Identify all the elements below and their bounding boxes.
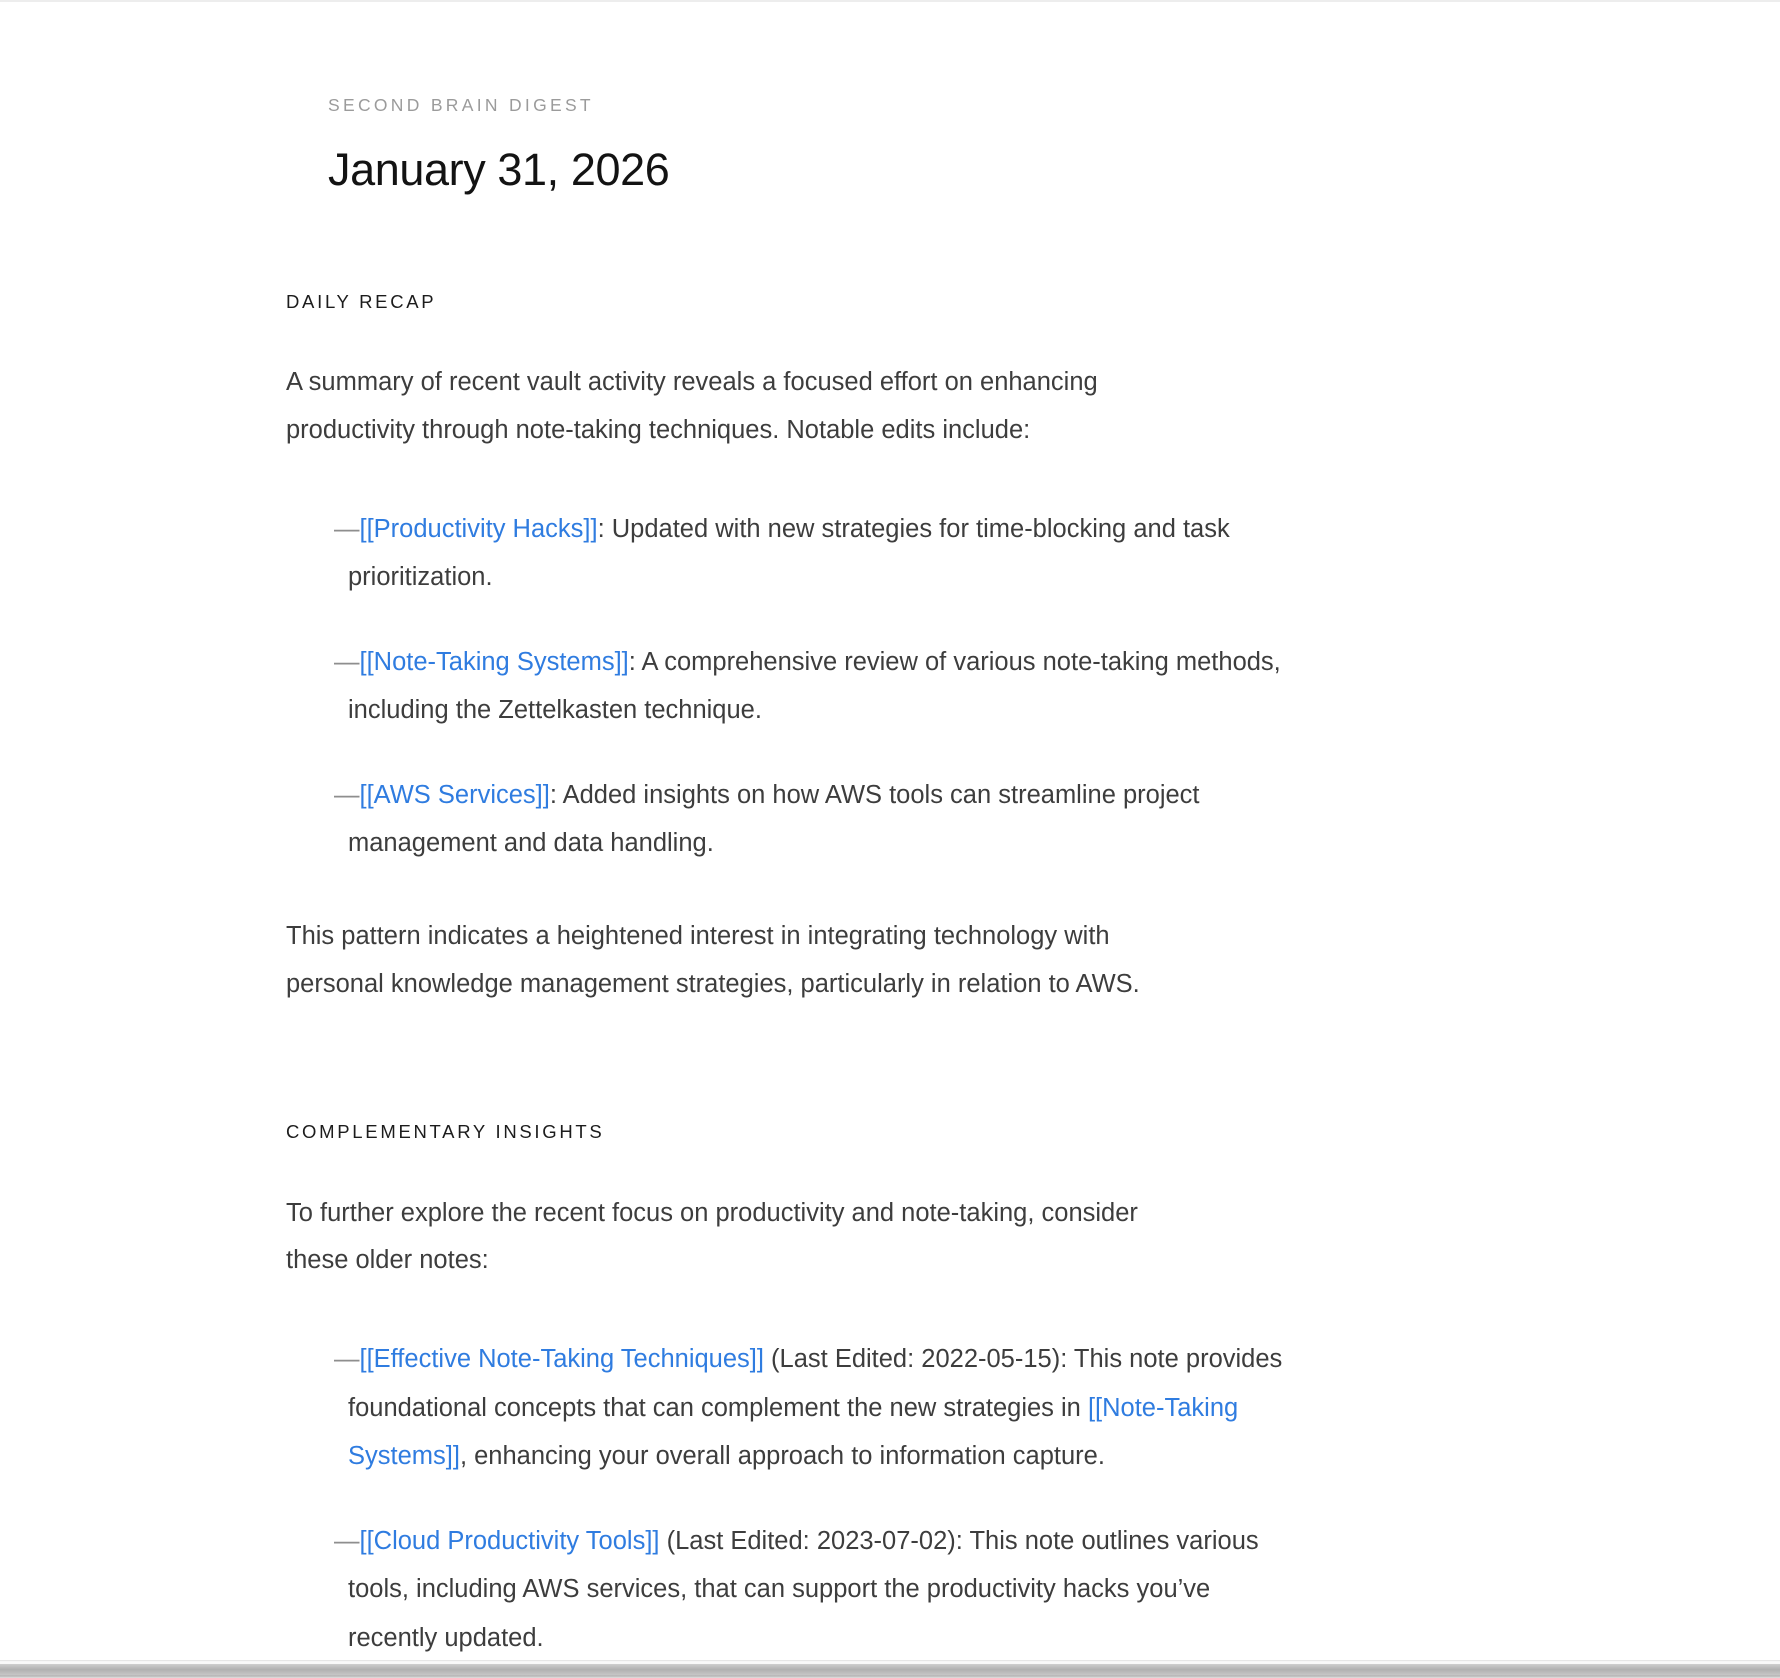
list-item-text: : A comprehensive review of various note-taking methods, including the Zettelkasten technique. [348,647,1281,725]
wikilink-effective-note-taking-techniques[interactable]: [[Effective Note-Taking Techniques]] [359,1345,764,1374]
list-item [286,638,1286,735]
horizontal-scrollbar[interactable] [0,1660,1780,1678]
eyebrow-label: SECOND BRAIN DIGEST [328,95,594,115]
daily-recap-intro-paragraph: A summary of recent vault activity reveals a focused effort on enhancing productivity through note-taking techniques. Notable edits include: [286,367,1098,444]
wikilink-productivity-hacks[interactable]: [[Productivity Hacks]] [359,514,598,543]
list-item-text: (Last Edited: 2022-05-15): This note provides foundational concepts that can complement the new strategies in [348,1345,1283,1422]
complementary-insights-bullet-list [286,1335,1286,1662]
page-title: January 31, 2026 [328,144,670,195]
section-heading-complementary-insights: COMPLEMENTARY INSIGHTS [286,1121,605,1143]
wikilink-aws-services[interactable]: [[AWS Services]] [359,780,550,809]
digest-document [0,2,1780,1678]
section-daily-recap [286,291,1286,1010]
em-dash-marker: — [334,1345,360,1374]
wikilink-cloud-productivity-tools[interactable]: [[Cloud Productivity Tools]] [359,1526,660,1555]
list-item [286,1517,1286,1662]
section-heading-daily-recap: DAILY RECAP [286,290,437,312]
list-item-text-tail: , enhancing your overall approach to information capture. [459,1442,1105,1471]
wikilink-note-taking-systems[interactable]: [[Note-Taking Systems]] [359,647,629,676]
em-dash-marker: — [334,780,360,809]
em-dash-marker: — [334,1526,360,1555]
list-item [286,505,1286,602]
em-dash-marker: — [334,647,360,676]
horizontal-scrollbar-thumb[interactable] [0,1664,1780,1675]
em-dash-marker: — [334,514,360,543]
complementary-insights-intro-paragraph: To further explore the recent focus on productivity and note-taking, consider these older notes: [286,1198,1138,1275]
daily-recap-bullet-list [286,505,1286,868]
section-spacer [286,1059,1286,1121]
list-item-text: : Updated with new strategies for time-blocking and task prioritization. [348,514,1230,592]
list-item-text: (Last Edited: 2023-07-02): This note outlines various tools, including AWS services, that can support the productivity hacks you’ve recently updated. [348,1526,1259,1652]
list-item [286,1335,1286,1480]
section-complementary-insights [286,1121,1286,1662]
document-header [0,2,1780,196]
daily-recap-outro-paragraph: This pattern indicates a heightened interest in integrating technology with personal knowledge management strategies, particularly in relation to AWS. [286,922,1140,999]
document-body [0,291,1406,1662]
wikilink-note-taking-systems-inline[interactable]: [[Note-Taking Systems]] [348,1393,1239,1471]
list-item [286,771,1286,868]
list-item-text: : Added insights on how AWS tools can streamline project management and data handling. [348,780,1200,857]
